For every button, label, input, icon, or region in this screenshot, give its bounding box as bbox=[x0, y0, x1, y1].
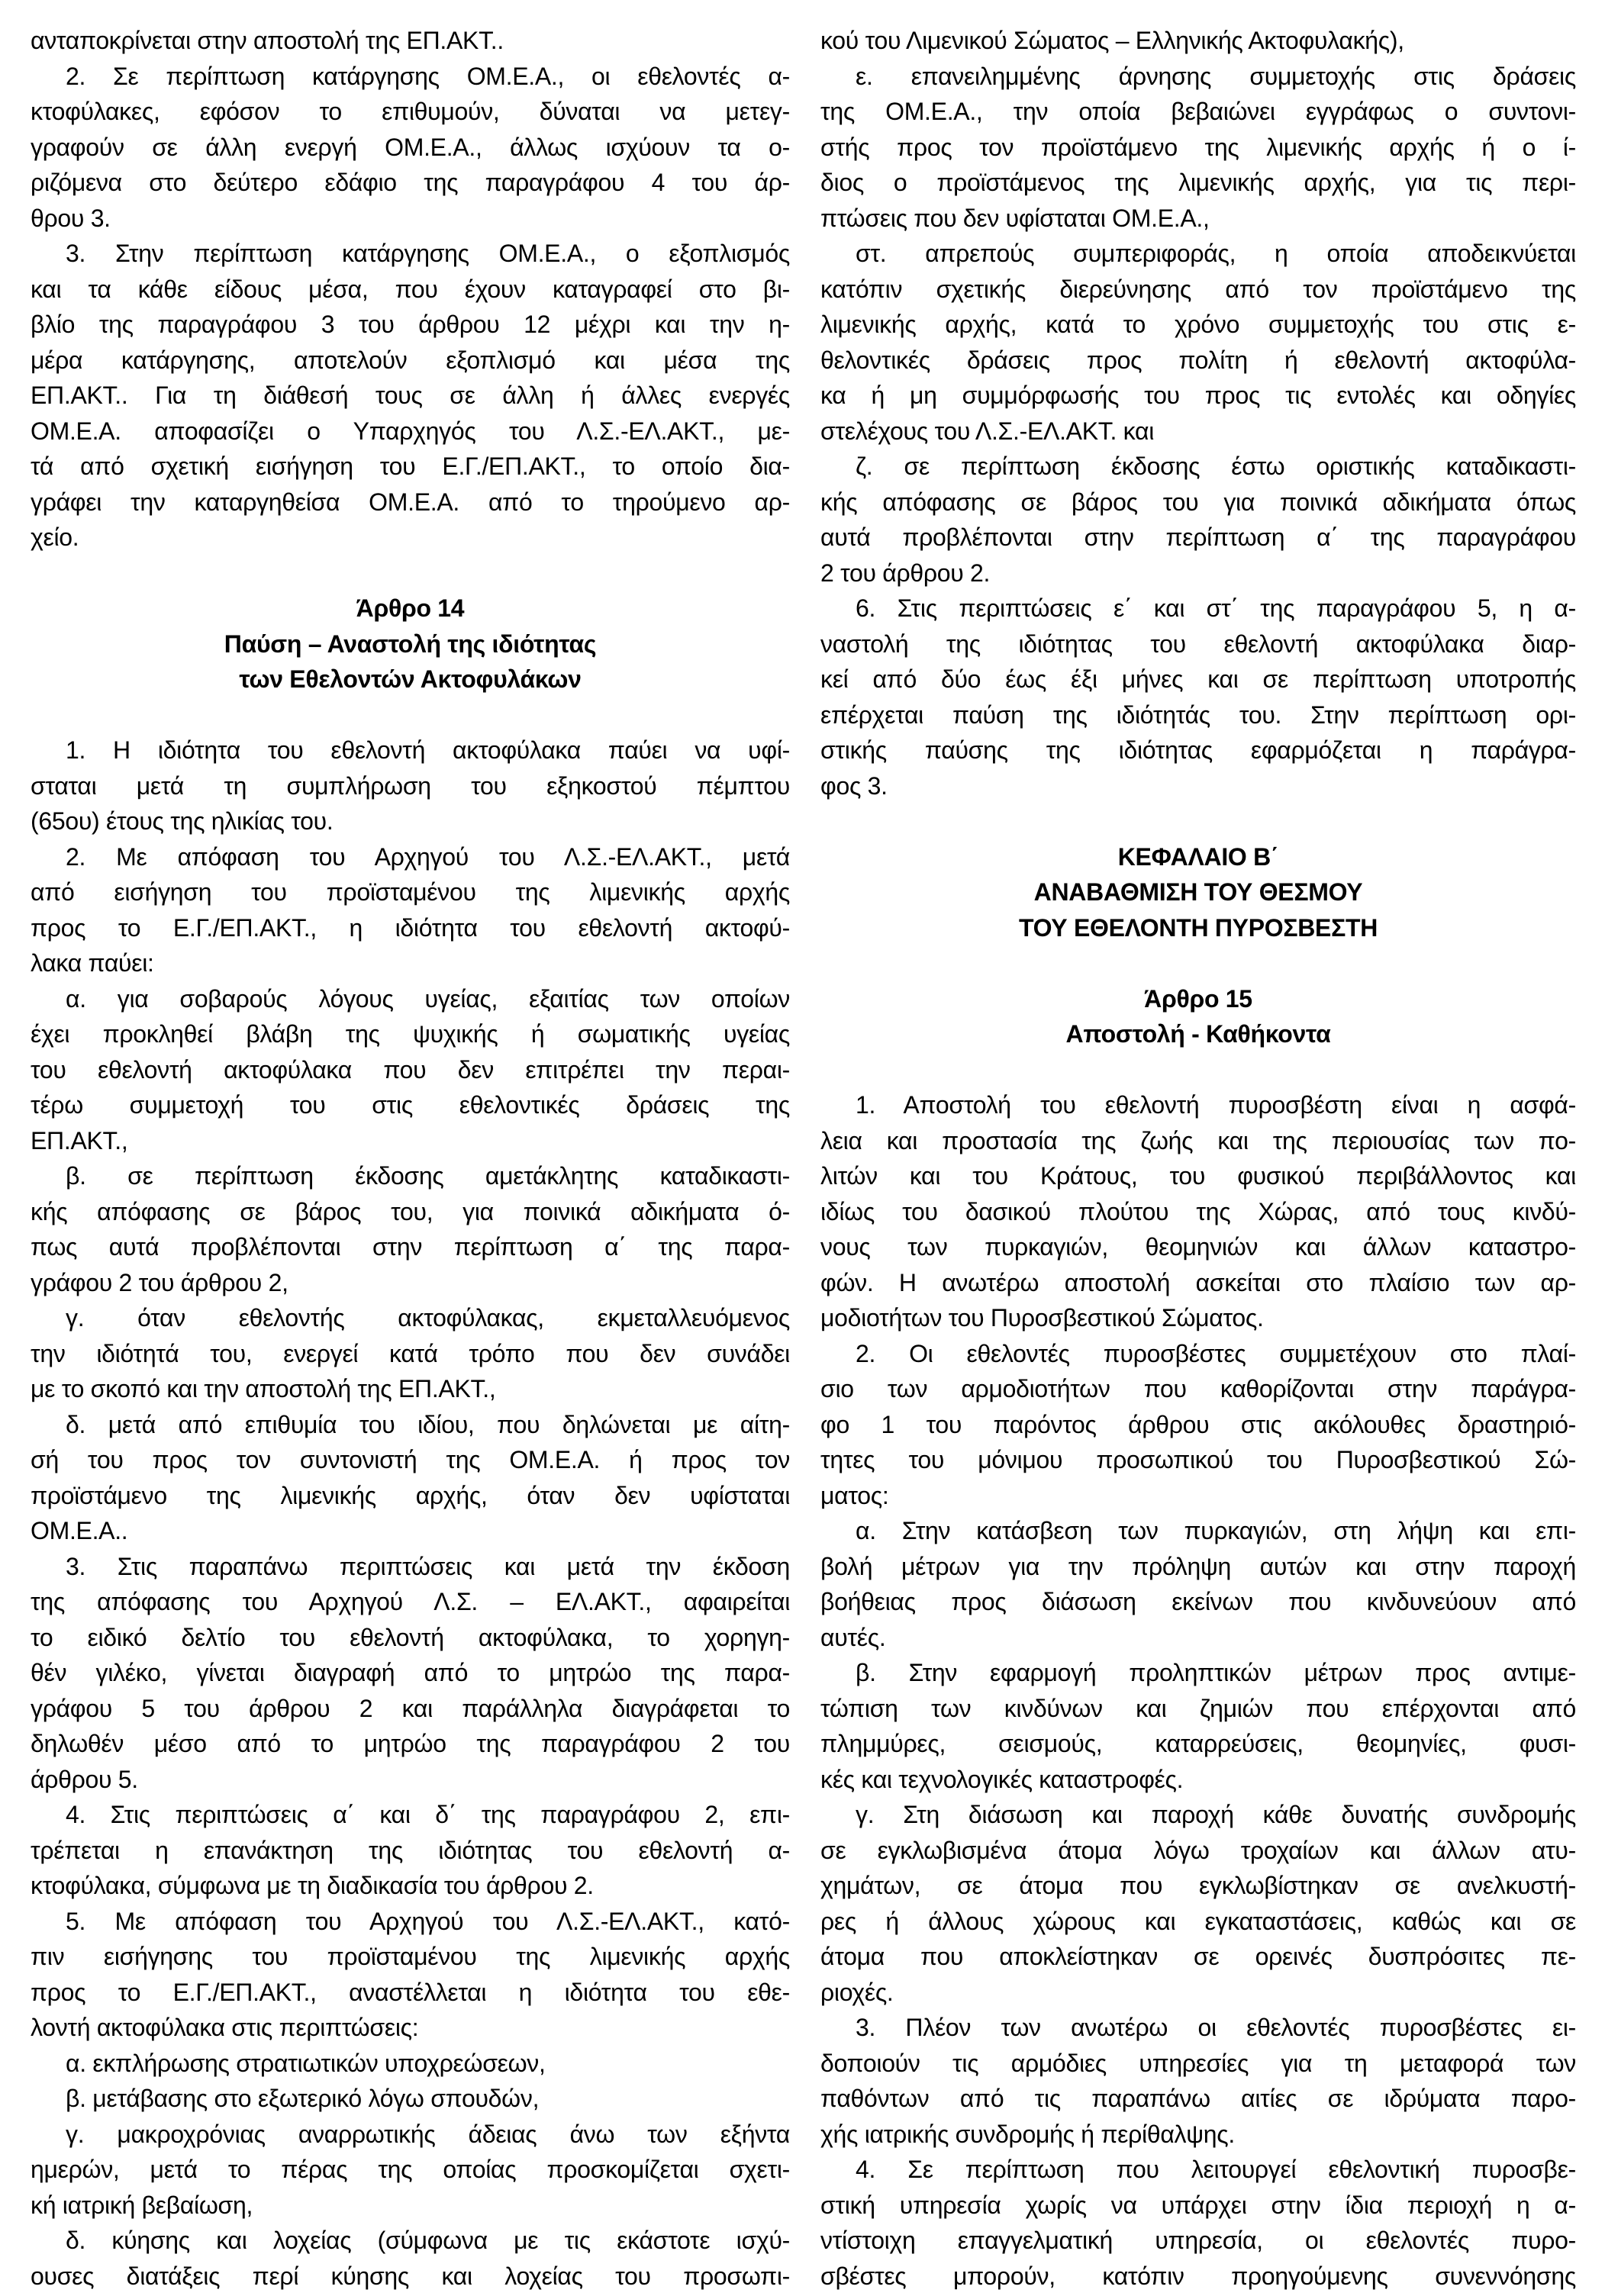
text-line: (65ου) έτους της ηλικίας του. bbox=[31, 807, 334, 835]
text-line: δοποιούν τις αρμόδιες υπηρεσίες για τη μεταφορά των bbox=[820, 2049, 1576, 2077]
text-line: προς το Ε.Γ./ΕΠ.ΑΚΤ., η ιδιότητα του εθελοντή ακτοφύ- bbox=[31, 913, 790, 942]
heading-line: Παύση – Αναστολή της ιδιότητας bbox=[224, 630, 597, 658]
text-line: μέρα κατάργησης, αποτελούν εξοπλισμό και μέσα της bbox=[31, 346, 790, 374]
text-line: κτοφύλακες, εφόσον το επιθυμούν, δύναται να μετεγ- bbox=[31, 98, 790, 125]
text-line: γ. όταν εθελοντής ακτοφύλακας, εκμεταλλευόμενος bbox=[66, 1304, 790, 1332]
text-line: σε εγκλωβισμένα άτομα λόγω τροχαίων και άλλων ατυ- bbox=[820, 1836, 1576, 1864]
text-line: 1. Η ιδιότητα του εθελοντή ακτοφύλακα παύει να υφί- bbox=[66, 736, 790, 764]
text-line: βλίο της παραγράφου 3 του άρθρου 12 μέχρι και την η- bbox=[31, 311, 790, 338]
text-line: επέρχεται παύση της ιδιότητάς του. Στην περίπτωση ορι- bbox=[820, 700, 1576, 729]
text-line: θρου 3. bbox=[31, 204, 111, 232]
text-line: ΟΜ.Ε.Α. αποφασίζει ο Υπαρχηγός του Λ.Σ.-ΕΛ.ΑΚΤ., με- bbox=[31, 417, 790, 445]
text-line: ματος: bbox=[820, 1481, 889, 1509]
spacer-line bbox=[820, 945, 1576, 981]
text-line: ριζόμενα στο δεύτερο εδάφιο της παραγράφου 4 του άρ- bbox=[31, 169, 790, 196]
text-line: κτοφύλακα, σύμφωνα με τη διαδικασία του άρθρου 2. bbox=[31, 1872, 594, 1899]
heading-line: ΑΝΑΒΑΘΜΙΣΗ ΤΟΥ ΘΕΣΜΟΥ bbox=[1033, 878, 1363, 906]
text-line: τρέπεται η επανάκτηση της ιδιότητας του εθελοντή α- bbox=[31, 1836, 790, 1864]
text-line: τώπιση των κινδύνων και ζημιών που επέρχονται από bbox=[820, 1694, 1576, 1722]
text-line: γραφούν σε άλλη ενεργή ΟΜ.Ε.Α., άλλως ισχύουν τα ο- bbox=[31, 133, 790, 161]
text-line: λιμενικής αρχής, κατά το χρόνο συμμετοχής του στις ε- bbox=[820, 311, 1576, 338]
text-line: της απόφασης του Αρχηγού Λ.Σ. – ΕΛ.ΑΚΤ., αφαιρείται bbox=[31, 1588, 790, 1615]
text-line: ζ. σε περίπτωση έκδοσης έστω οριστικής καταδικαστι- bbox=[856, 452, 1576, 480]
text-line: το ειδικό δελτίο του εθελοντή ακτοφύλακα, το χορηγη- bbox=[31, 1623, 790, 1651]
text-line: β. μετάβασης στο εξωτερικό λόγω σπουδών, bbox=[66, 2085, 540, 2112]
text-line: θελοντικές δράσεις προς πολίτη ή εθελοντή ακτοφύλα- bbox=[820, 346, 1576, 374]
right-column bbox=[820, 23, 1576, 2296]
text-line: της ΟΜ.Ε.Α., την οποία βεβαιώνει εγγράφως ο συντονι- bbox=[820, 98, 1576, 125]
text-line: 1. Αποστολή του εθελοντή πυροσβέστη είναι η ασφά- bbox=[856, 1091, 1576, 1119]
spacer-line bbox=[31, 555, 790, 591]
spacer-line bbox=[820, 1052, 1576, 1088]
left-column bbox=[31, 23, 790, 2296]
text-line: 3. Στην περίπτωση κατάργησης ΟΜ.Ε.Α., ο εξοπλισμός bbox=[66, 240, 790, 267]
text-line: γράφου 5 του άρθρου 2 και παράλληλα διαγράφεται το bbox=[31, 1694, 790, 1722]
text-line: την ιδιότητά του, ενεργεί κατά τρόπο που δεν συνάδει bbox=[31, 1339, 790, 1367]
text-line: κή ιατρική βεβαίωση, bbox=[31, 2191, 253, 2219]
text-line: στ. απρεπούς συμπεριφοράς, η οποία αποδεικνύεται bbox=[856, 240, 1576, 267]
text-line: κής απόφασης σε βάρος του για ποινικά αδικήματα όπως bbox=[820, 488, 1576, 516]
text-line: πιν εισήγησης του προϊσταμένου της λιμενικής αρχής bbox=[31, 1943, 790, 1970]
text-line: γράφου 2 του άρθρου 2, bbox=[31, 1268, 288, 1296]
text-line: ναστολή της ιδιότητας του εθελοντή ακτοφύλακα διαρ- bbox=[820, 630, 1576, 658]
text-line: του εθελοντή ακτοφύλακα που δεν επιτρέπει την περαι- bbox=[31, 1055, 790, 1084]
text-line: κατόπιν σχετικής διερεύνησης από τον προϊστάμενο της bbox=[820, 275, 1576, 303]
text-line: νους των πυρκαγιών, θεομηνιών και άλλων καταστρο- bbox=[820, 1233, 1576, 1261]
text-line: παθόντων από τις παραπάνω αιτίες σε ιδρύματα παρο- bbox=[820, 2085, 1576, 2112]
text-line: ρες ή άλλους χώρους και εγκαταστάσεις, καθώς και σε bbox=[820, 1907, 1576, 1935]
heading-line: ΚΕΦΑΛΑΙΟ Β΄ bbox=[1117, 842, 1279, 871]
text-line: κές και τεχνολογικές καταστροφές. bbox=[820, 1765, 1184, 1793]
text-line: φος 3. bbox=[820, 771, 888, 800]
text-line: 6. Στις περιπτώσεις ε΄ και στ΄ της παραγράφου 5, η α- bbox=[856, 594, 1576, 622]
text-line: στικής παύσης της ιδιότητας εφαρμόζεται η παράγρα- bbox=[820, 736, 1576, 764]
text-line: ΕΠ.ΑΚΤ., bbox=[31, 1126, 128, 1154]
text-line: χείο. bbox=[31, 523, 79, 551]
heading-line: Άρθρο 15 bbox=[1144, 984, 1252, 1013]
text-line: με το σκοπό και την αποστολή της ΕΠ.ΑΚΤ., bbox=[31, 1375, 496, 1402]
text-line: διος ο προϊστάμενος της λιμενικής αρχής, για τις περι- bbox=[820, 169, 1576, 196]
heading-line: ΤΟΥ ΕΘΕΛΟΝΤΗ ΠΥΡΟΣΒΕΣΤΗ bbox=[1018, 913, 1378, 942]
text-line: ντίστοιχη επαγγελματική υπηρεσία, οι εθελοντές πυρο- bbox=[820, 2227, 1576, 2254]
text-line: αυτά προβλέπονται στην περίπτωση α΄ της παραγράφου bbox=[820, 523, 1576, 551]
text-line: τά από σχετική εισήγηση του Ε.Γ./ΕΠ.ΑΚΤ., το οποίο δια- bbox=[31, 452, 790, 480]
text-line: στελέχους του Λ.Σ.-ΕΛ.ΑΚΤ. και bbox=[820, 417, 1155, 445]
spacer-line bbox=[820, 803, 1576, 839]
text-line: α. για σοβαρούς λόγους υγείας, εξαιτίας των οποίων bbox=[66, 984, 790, 1013]
text-line: σταται μετά τη συμπλήρωση του εξηκοστού πέμπτου bbox=[31, 771, 790, 800]
text-line: χής ιατρικής συνδρομής ή περίθαλψης. bbox=[820, 2120, 1235, 2148]
heading-line: Άρθρο 14 bbox=[356, 594, 465, 622]
text-line: σιο των αρμοδιοτήτων που καθορίζονται στην παράγρα- bbox=[820, 1375, 1576, 1402]
spacer-line bbox=[31, 697, 790, 733]
text-line: 2. Οι εθελοντές πυροσβέστες συμμετέχουν στο πλαί- bbox=[856, 1339, 1576, 1367]
text-line: 4. Σε περίπτωση που λειτουργεί εθελοντική πυροσβε- bbox=[856, 2156, 1576, 2183]
text-line: βολή μέτρων για την πρόληψη αυτών και στην παροχή bbox=[820, 1552, 1576, 1580]
text-line: φο 1 του παρόντος άρθρου στις ακόλουθες δραστηριό- bbox=[820, 1410, 1576, 1438]
text-line: κής απόφασης σε βάρος του, για ποινικά αδικήματα ό- bbox=[31, 1197, 790, 1225]
text-line: β. Στην εφαρμογή προληπτικών μέτρων προς αντιμε- bbox=[856, 1659, 1576, 1686]
text-line: α. εκπλήρωσης στρατιωτικών υποχρεώσεων, bbox=[66, 2049, 546, 2077]
text-line: ημερών, μετά το πέρας της οποίας προσκομίζεται σχετι- bbox=[31, 2156, 790, 2183]
text-line: κα ή μη συμμόρφωσής του προς τις εντολές και οδηγίες bbox=[820, 382, 1576, 409]
text-line: σβέστες μπορούν, κατόπιν προηγούμενης συνεννόησης bbox=[820, 2262, 1576, 2290]
text-line: δ. κύησης και λοχείας (σύμφωνα με τις εκάστοτε ισχύ- bbox=[66, 2227, 790, 2254]
text-line: μοδιοτήτων του Πυροσβεστικού Σώματος. bbox=[820, 1304, 1264, 1332]
text-line: στική υπηρεσία χωρίς να υπάρχει στην ίδια περιοχή η α- bbox=[820, 2191, 1576, 2219]
text-line: 2. Σε περίπτωση κατάργησης ΟΜ.Ε.Α., οι εθελοντές α- bbox=[66, 62, 790, 90]
text-line: πως αυτά προβλέπονται στην περίπτωση α΄ της παρα- bbox=[31, 1233, 790, 1261]
text-line: α. Στην κατάσβεση των πυρκαγιών, στη λήψη και επι- bbox=[856, 1517, 1576, 1544]
text-line: και τα κάθε είδους μέσα, που έχουν καταγραφεί στο βι- bbox=[31, 275, 790, 303]
text-line: ουσες διατάξεις περί κύησης και λοχείας του προσωπι- bbox=[31, 2262, 790, 2290]
text-line: γράφει την καταργηθείσα ΟΜ.Ε.Α. από το τηρούμενο αρ- bbox=[31, 488, 790, 516]
text-line: αυτές. bbox=[820, 1623, 886, 1651]
text-line: κεί από δύο έως έξι μήνες και σε περίπτωση υποτροπής bbox=[820, 665, 1576, 693]
text-line: δηλωθέν μέσο από το μητρώο της παραγράφου 2 του bbox=[31, 1730, 790, 1757]
text-line: ε. επανειλημμένης άρνησης συμμετοχής στις δράσεις bbox=[856, 62, 1576, 90]
text-line: β. σε περίπτωση έκδοσης αμετάκλητης καταδικαστι- bbox=[66, 1162, 790, 1190]
text-line: ΕΠ.ΑΚΤ.. Για τη διάθεσή τους σε άλλη ή άλλες ενεργές bbox=[31, 382, 790, 409]
text-line: λοντή ακτοφύλακα στις περιπτώσεις: bbox=[31, 2014, 419, 2041]
text-line: θέν γιλέκο, γίνεται διαγραφή από το μητρώο της παρα- bbox=[31, 1659, 790, 1686]
text-line: άτομα που αποκλείστηκαν σε ορεινές δυσπρόσιτες πε- bbox=[820, 1943, 1576, 1970]
text-line: κού του Λιμενικού Σώματος – Ελληνικής Ακτοφυλακής), bbox=[820, 27, 1404, 54]
text-line: από εισήγηση του προϊσταμένου της λιμενικής αρχής bbox=[31, 878, 790, 906]
text-line: 3. Στις παραπάνω περιπτώσεις και μετά την έκδοση bbox=[66, 1552, 790, 1580]
heading-line: των Εθελοντών Ακτοφυλάκων bbox=[239, 665, 582, 693]
text-line: λιτών και του Κράτους, του φυσικού περιβάλλοντος και bbox=[820, 1162, 1576, 1190]
text-line: τέρω συμμετοχή του στις εθελοντικές δράσεις της bbox=[31, 1091, 790, 1119]
text-line: λακα παύει: bbox=[31, 949, 154, 977]
text-line: βοήθειας προς διάσωση εκείνων που κινδυνεύουν από bbox=[820, 1588, 1576, 1615]
text-line: τητες του μόνιμου προσωπικού του Πυροσβεστικού Σώ- bbox=[820, 1446, 1576, 1473]
text-line: ιδίως του δασικού πλούτου της Χώρας, από τους κινδύ- bbox=[820, 1197, 1576, 1225]
text-line: άρθρου 5. bbox=[31, 1765, 138, 1793]
text-line: γ. Στη διάσωση και παροχή κάθε δυνατής συνδρομής bbox=[856, 1801, 1576, 1828]
text-line: προϊστάμενο της λιμενικής αρχής, όταν δεν υφίσταται bbox=[31, 1481, 790, 1509]
text-line: 3. Πλέον των ανωτέρω οι εθελοντές πυροσβέστες ει- bbox=[856, 2014, 1576, 2041]
text-line: 5. Με απόφαση του Αρχηγού του Λ.Σ.-ΕΛ.ΑΚΤ., κατό- bbox=[66, 1907, 790, 1935]
text-line: προς το Ε.Γ./ΕΠ.ΑΚΤ., αναστέλλεται η ιδιότητα του εθε- bbox=[31, 1978, 790, 2006]
text-line: πλημμύρες, σεισμούς, καταρρεύσεις, θεομηνίες, φυσι- bbox=[820, 1730, 1576, 1757]
text-line: 2 του άρθρου 2. bbox=[820, 559, 991, 587]
text-line: ΟΜ.Ε.Α.. bbox=[31, 1517, 128, 1544]
text-line: 4. Στις περιπτώσεις α΄ και δ΄ της παραγράφου 2, επι- bbox=[66, 1801, 790, 1828]
text-line: στής προς τον προϊστάμενο της λιμενικής αρχής ή ο ί- bbox=[820, 133, 1576, 161]
text-line: χημάτων, σε άτομα που εγκλωβίστηκαν σε ανελκυστή- bbox=[820, 1872, 1576, 1899]
heading-line: Αποστολή - Καθήκοντα bbox=[1065, 1020, 1331, 1048]
text-line: πτώσεις που δεν υφίσταται ΟΜ.Ε.Α., bbox=[820, 204, 1210, 232]
text-line: δ. μετά από επιθυμία του ιδίου, που δηλώνεται με αίτη- bbox=[66, 1410, 790, 1438]
text-line: 2. Με απόφαση του Αρχηγού του Λ.Σ.-ΕΛ.ΑΚΤ., μετά bbox=[66, 842, 790, 871]
text-line: γ. μακροχρόνιας αναρρωτικής άδειας άνω των εξήντα bbox=[66, 2120, 790, 2148]
text-line: έχει προκληθεί βλάβη της ψυχικής ή σωματικής υγείας bbox=[31, 1020, 790, 1048]
text-line: ριοχές. bbox=[820, 1978, 894, 2006]
text-line: ανταποκρίνεται στην αποστολή της ΕΠ.ΑΚΤ.. bbox=[31, 27, 504, 54]
text-line: φών. Η ανωτέρω αποστολή ασκείται στο πλαίσιο των αρ- bbox=[820, 1268, 1576, 1296]
text-line: σή του προς τον συντονιστή της ΟΜ.Ε.Α. ή προς τον bbox=[31, 1446, 790, 1473]
text-line: λεια και προστασία της ζωής και της περιουσίας των πο- bbox=[820, 1126, 1576, 1154]
